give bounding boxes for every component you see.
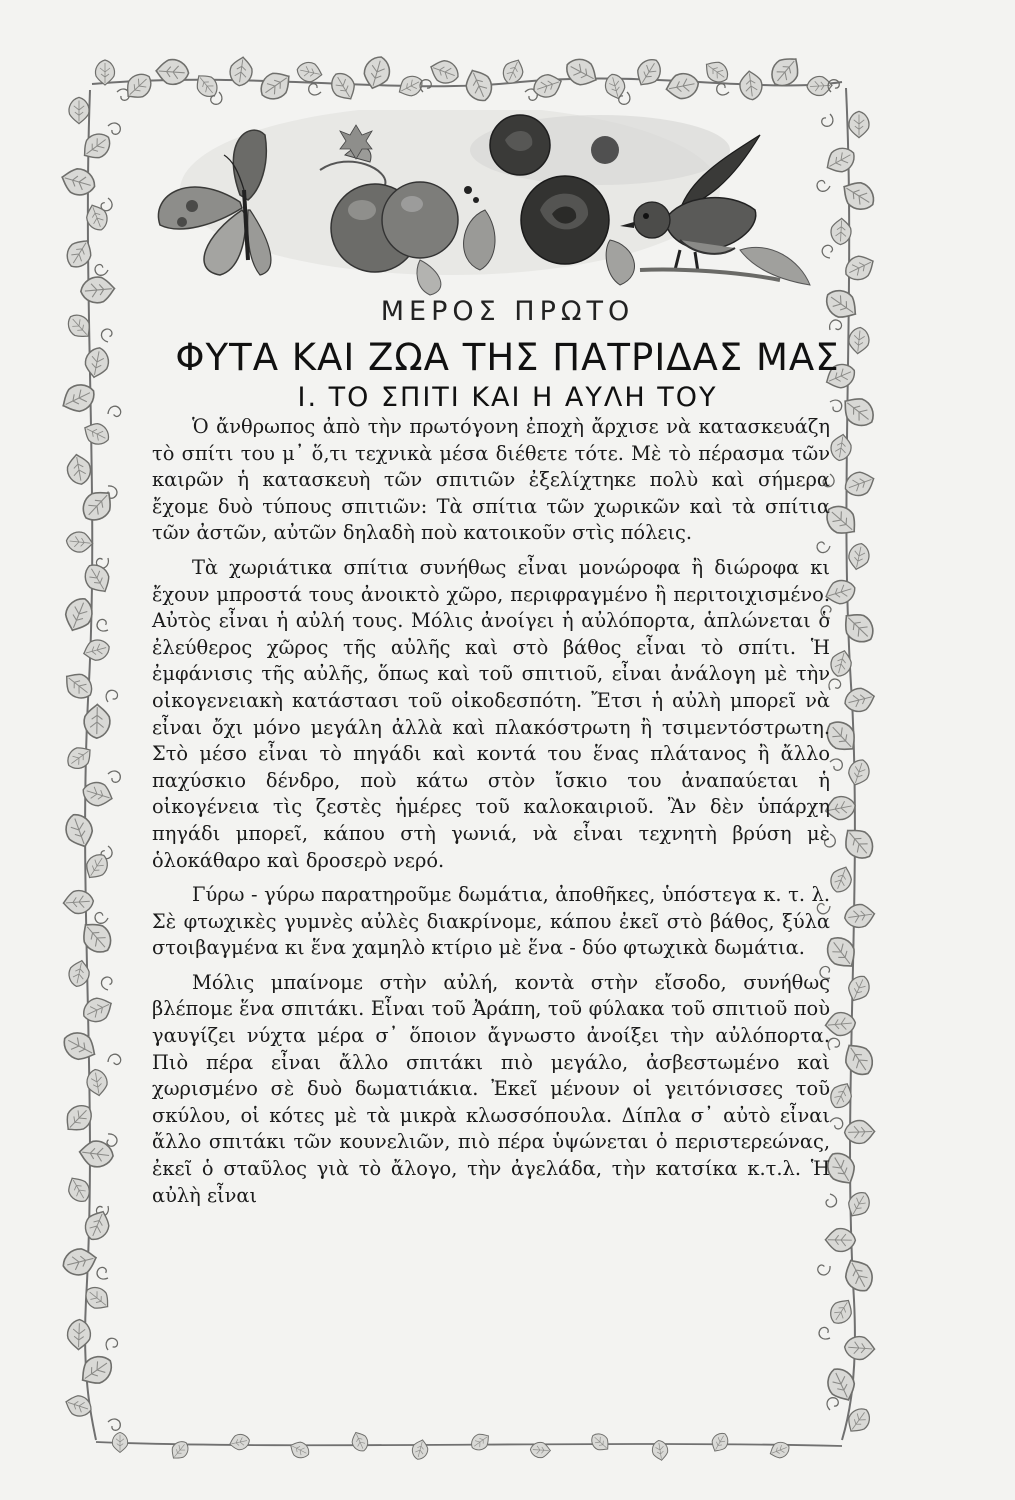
vine-curl-icon xyxy=(830,759,842,770)
vine-curl-icon xyxy=(99,975,115,991)
ivy-leaf-icon xyxy=(168,1438,192,1463)
ivy-leaf-icon xyxy=(77,484,119,526)
ivy-leaf-icon xyxy=(255,66,296,105)
ivy-leaf-icon xyxy=(78,128,116,164)
ivy-leaf-icon xyxy=(825,1228,855,1251)
ivy-leaf-icon xyxy=(846,542,871,572)
vine-curl-icon xyxy=(95,618,110,633)
ivy-leaf-icon xyxy=(62,235,97,273)
ivy-leaf-icon xyxy=(410,1438,430,1461)
ivy-leaf-icon xyxy=(60,667,98,703)
paragraph: Ὁ ἄνθρωπος ἀπὸ τὴν πρωτόγονη ἐποχὴ ἄρχισε νὰ κατασκευάζη τὸ σπίτι του μ᾿ ὅ,τι τεχνικὰ μέσα διέθετε τότε. Μὲ τὸ πέρασμα τῶν καιρῶν ἡ κατασκευὴ τῶν σπιτιῶν ἐξελίχτηκε πολὺ καὶ σήμερα ἔχομε δυὸ τύπους σπιτιῶν: Τὰ σπίτια τῶν χωρικῶν καὶ τὰ σπίτια τῶν ἀστῶν, αὐτῶν δηλαδὴ ποὺ κατοικοῦν στὶς πόλεις. xyxy=(152,415,830,545)
ivy-leaf-icon xyxy=(69,97,89,123)
vine-curl-icon xyxy=(817,1326,832,1341)
vine-curl-icon xyxy=(309,84,321,95)
ivy-leaf-icon xyxy=(588,1430,613,1455)
ivy-leaf-icon xyxy=(849,111,869,137)
ivy-leaf-icon xyxy=(95,60,114,85)
ivy-leaf-icon xyxy=(60,1245,99,1278)
ivy-leaf-icon xyxy=(768,1439,792,1460)
ivy-leaf-icon xyxy=(845,757,872,788)
paragraph: Γύρω - γύρω παρατηροῦμε δωμάτια, ἀποθῆκες, ὑπόστεγα κ. τ. λ. Σὲ φτωχικὲς γυμνὲς αὐλὲς διακρίνομε, κάπου ἐκεῖ στὸ βάθος, ξύλα στοιβαγμένα κι ἕνα χαμηλὸ κτίριο μὲ ἕνα - δύο φτωχικὰ δωμάτια. xyxy=(152,883,830,960)
ivy-leaf-icon xyxy=(822,143,859,178)
ivy-leaf-icon xyxy=(829,433,853,462)
ivy-leaf-icon xyxy=(155,58,189,85)
ivy-leaf-icon xyxy=(63,742,96,774)
ivy-leaf-icon xyxy=(327,69,361,105)
vine-curl-icon xyxy=(108,1419,120,1430)
vine-curl-icon xyxy=(820,243,837,260)
ivy-leaf-icon xyxy=(81,637,112,663)
ivy-leaf-icon xyxy=(603,72,628,101)
ivy-leaf-icon xyxy=(827,864,855,896)
ivy-leaf-icon xyxy=(839,1038,879,1080)
ivy-leaf-icon xyxy=(632,54,666,90)
body-text xyxy=(152,414,830,1217)
ivy-leaf-icon xyxy=(228,1433,251,1452)
chapter-heading: Ι. ΤΟ ΣΠΙΤΙ ΚΑΙ Η ΑΥΛΗ ΤΟΥ xyxy=(297,382,718,413)
ivy-leaf-icon xyxy=(78,1139,115,1169)
ivy-leaf-icon xyxy=(651,1439,669,1461)
ivy-leaf-icon xyxy=(228,56,254,88)
ivy-leaf-icon xyxy=(65,453,93,487)
ivy-leaf-icon xyxy=(837,607,879,649)
header-illustration xyxy=(120,110,820,305)
ivy-leaf-icon xyxy=(844,1336,876,1361)
ivy-leaf-icon xyxy=(80,560,115,597)
ivy-leaf-icon xyxy=(295,60,323,84)
part-heading: ΜΕΡΟΣ ΠΡΩΤΟ xyxy=(380,296,635,327)
ivy-leaf-icon xyxy=(60,1100,97,1137)
ivy-leaf-icon xyxy=(287,1438,312,1461)
ivy-leaf-icon xyxy=(191,70,222,101)
vine-curl-icon xyxy=(816,1261,833,1278)
ivy-leaf-icon xyxy=(561,54,601,91)
ivy-leaf-icon xyxy=(842,685,877,714)
ivy-leaf-icon xyxy=(461,66,496,106)
ivy-leaf-icon xyxy=(843,903,876,930)
ivy-leaf-icon xyxy=(63,890,95,915)
ivy-leaf-icon xyxy=(65,531,93,554)
ivy-leaf-icon xyxy=(468,1430,493,1454)
ivy-leaf-icon xyxy=(427,57,462,87)
ivy-leaf-icon xyxy=(708,1430,731,1455)
vine-curl-icon xyxy=(822,114,833,126)
ivy-leaf-icon xyxy=(839,1254,878,1296)
ivy-leaf-icon xyxy=(76,916,118,958)
vine-curl-icon xyxy=(108,771,120,782)
ivy-leaf-icon xyxy=(826,1295,857,1328)
ivy-leaf-icon xyxy=(837,176,879,216)
ivy-leaf-icon xyxy=(844,972,873,1004)
ivy-leaf-icon xyxy=(664,71,701,101)
vine-curl-icon xyxy=(717,84,729,95)
vine-curl-icon xyxy=(94,910,109,925)
ivy-leaf-icon xyxy=(59,1027,101,1066)
vine-curl-icon xyxy=(829,1117,843,1130)
ivy-leaf-icon xyxy=(81,1207,114,1244)
ivy-leaf-icon xyxy=(738,70,763,101)
ivy-leaf-icon xyxy=(67,1319,91,1350)
paragraph: Τὰ χωριάτικα σπίτια συνήθως εἶναι μονώροφα ἢ διώροφα κι ἔχουν μπροστά τους ἀνοικτὸ χῶρο, περιφραγμένο ἢ περιτοιχισμένο. Αὐτὸς εἶναι ἡ αὐλή τους. Μόλις ἀνοίγει ἡ αὐλόπορτα, ἁπλώνεται ὁ ἐλεύθερος χῶρος τῆς αὐλῆς καὶ στὸ βάθος εἶναι τὸ σπίτι. Ἡ ἐμφάνισις τῆς αὐλῆς, ὅπως καὶ τοῦ σπιτιοῦ, εἶναι ἀνάλογη μὲ τὴν οἰκογενειακὴ κατάστασι τοῦ οἰκοδεσπότη. Ἔτσι ἡ αὐλὴ μπορεῖ νὰ εἶναι ὄχι μόνο μεγάλη ἀλλὰ καὶ πλακόστρωτη ἢ τσιμεντόστρωτη. Στὸ μέσο εἶναι τὸ πηγάδι καὶ κοντά του ἕνας πλάτανος ἢ ἄλλο παχύσκιο δένδρο, ποὺ κάτω στὸν ἴσκιο του ἀναπαύεται ἡ οἰκογένεια τὶς ζεστὲς ἡμέρες τοῦ καλοκαιριοῦ. Ἂν δὲν ὑπάρχη πηγάδι μπορεῖ, κάπου στὴ γωνιά, νὰ εἶναι τεχνητὴ βρύση μὲ ὁλοκάθαρο καὶ δροσερὸ νερό. xyxy=(152,555,830,872)
vine-curl-icon xyxy=(827,1398,838,1410)
vine-curl-icon xyxy=(106,1052,123,1069)
ivy-leaf-icon xyxy=(349,1429,371,1453)
ivy-leaf-icon xyxy=(530,71,564,101)
ivy-leaf-icon xyxy=(112,1432,127,1452)
ivy-leaf-icon xyxy=(79,993,116,1026)
ivy-leaf-icon xyxy=(838,822,879,864)
paragraph: Μόλις μπαίνομε στὴν αὐλή, κοντὰ στὴν εἴσοδο, συνήθως βλέπομε ἕνα σπιτάκι. Εἶναι τοῦ Ἀράπη, τοῦ φύλακα τοῦ σπιτιοῦ ποὺ γαυγίζει νύχτα μέρα σ᾿ ὅποιον ἄγνωστο ἀνοίξει τὴν αὐλόπορτα. Πιὸ πέρα εἶναι ἄλλο σπιτάκι πιὸ μεγάλο, ἀσβεστωμένο καὶ χωρισμένο σὲ δυὸ δωματιάκια. Ἐκεῖ μένουν οἱ γειτόνισσες τοῦ σκύλου, οἱ κότες μὲ τὰ μικρὰ κλωσσόπουλα. Δίπλα σ᾿ αὐτὸ εἶναι ἄλλο σπιτάκι τῶν κουνελιῶν, πιὸ πέρα ὑψώνεται ὁ περιστερεώνας, ἐκεῖ ὁ σταῦλος γιὰ τὸ ἄλογο, τὴν ἀγελάδα, τὴν κατσίκα κ.τ.λ. Ἡ αὐλὴ εἶναι xyxy=(152,970,830,1207)
vine-curl-icon xyxy=(95,1266,110,1281)
vine-curl-icon xyxy=(105,1337,118,1351)
ivy-leaf-icon xyxy=(844,1188,874,1221)
ivy-leaf-icon xyxy=(61,810,97,851)
main-title: ΦΥΤΑ ΚΑΙ ΖΩΑ ΤΗΣ ΠΑΤΡΙΔΑΣ ΜΑΣ xyxy=(175,336,840,379)
ivy-leaf-icon xyxy=(59,165,99,199)
ivy-leaf-icon xyxy=(80,419,112,449)
vine-curl-icon xyxy=(94,262,109,277)
ivy-leaf-icon xyxy=(844,1120,875,1144)
vine-curl-icon xyxy=(108,123,120,134)
ivy-leaf-icon xyxy=(841,251,878,285)
vine-curl-icon xyxy=(105,689,118,703)
ivy-leaf-icon xyxy=(75,1350,117,1390)
ivy-leaf-icon xyxy=(121,69,157,105)
